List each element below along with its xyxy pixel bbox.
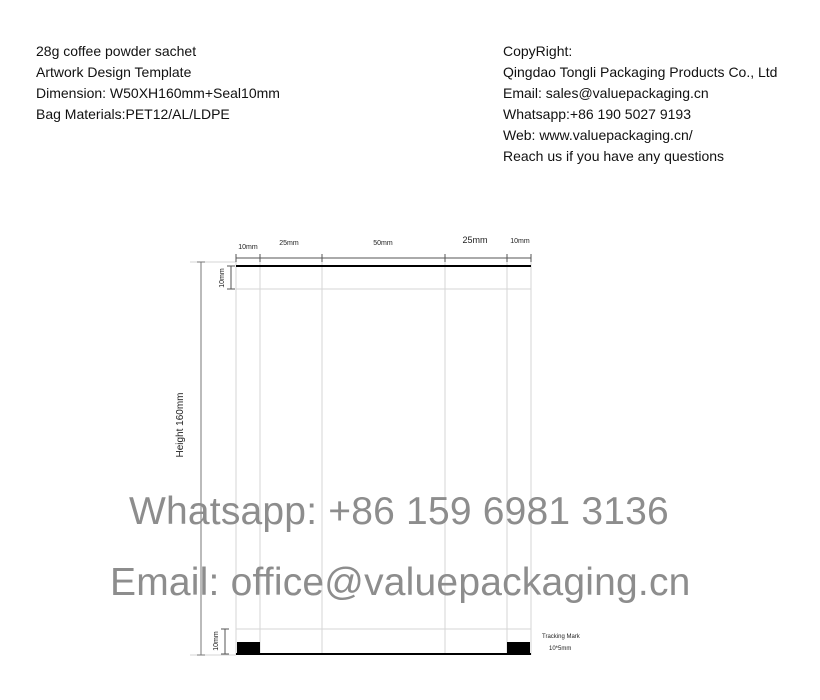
template-subtitle: Artwork Design Template — [36, 64, 192, 80]
copyright-label: CopyRight: — [503, 43, 573, 59]
tracking-mark-size: 10*5mm — [549, 646, 572, 652]
product-title: 28g coffee powder sachet — [36, 43, 197, 59]
company-name: Qingdao Tongli Packaging Products Co., Ltd — [503, 64, 778, 80]
watermark-phone: Whatsapp: +86 159 6981 3136 — [129, 490, 669, 533]
contact-web: Web: www.valuepackaging.cn/ — [503, 127, 693, 143]
contact-email: Email: sales@valuepackaging.cn — [503, 85, 709, 101]
top-seal-label: 10mm — [219, 268, 226, 288]
width-dimension-line — [236, 254, 531, 262]
dimension-spec: Dimension: W50XH160mm+Seal10mm — [36, 85, 280, 101]
panel-right-width-label: 25mm — [462, 235, 488, 245]
seal-right-width-label: 10mm — [510, 238, 530, 245]
tracking-mark-label: Tracking Mark — [542, 634, 580, 640]
seal-left-width-label: 10mm — [238, 244, 258, 251]
bottom-seal-dimension-line — [221, 629, 229, 654]
contact-whatsapp: Whatsapp:+86 190 5027 9193 — [503, 106, 691, 122]
tracking-mark-left — [237, 642, 260, 654]
contact-note: Reach us if you have any questions — [503, 148, 725, 164]
panel-left-width-label: 25mm — [279, 240, 299, 247]
center-width-label: 50mm — [373, 240, 393, 247]
materials-spec: Bag Materials:PET12/AL/LDPE — [36, 106, 230, 122]
height-label: Height 160mm — [175, 392, 186, 458]
top-seal-dimension-line — [227, 266, 235, 289]
watermark-email: Email: office@valuepackaging.cn — [110, 561, 691, 604]
tracking-mark-right — [507, 642, 530, 654]
bottom-seal-label: 10mm — [213, 631, 220, 651]
